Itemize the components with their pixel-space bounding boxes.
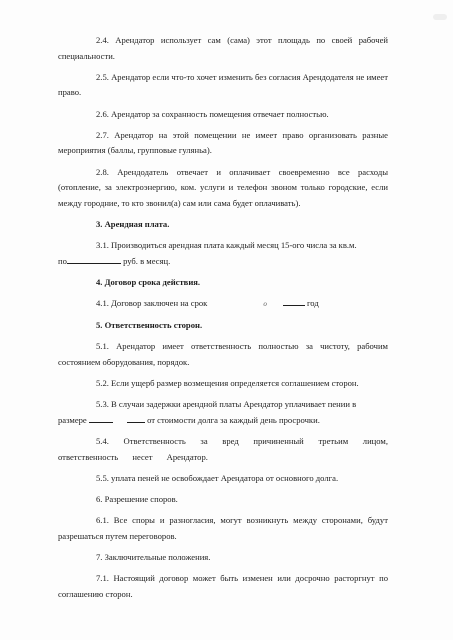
clause-2-5: 2.5. Арендатор если что-то хочет изменить без согласия Арендодателя не имеет право.	[58, 71, 388, 98]
clause-5-3-line-1: 5.3. В случаи задержки арендной платы Арендатор уплачивает пении в	[96, 399, 357, 410]
clause-3-1-line-1: 3.1. Производиться арендная плата каждый месяц 15-ого числа за кв.м.	[96, 240, 357, 251]
clause-6-1: 6.1. Все споры и разногласия, могут возникнуть между сторонами, будут разрешаться путем переговоров.	[58, 515, 388, 541]
section-6-heading: 6. Разрешение споров.	[96, 494, 178, 505]
section-7-heading: 7. Заключительные положения.	[96, 552, 211, 563]
price-blank[interactable]	[67, 254, 121, 264]
term-blank[interactable]	[283, 296, 305, 306]
clause-5-5: 5.5. уплата пеней не освобождает Арендатора от основного долга.	[96, 472, 339, 483]
clause-2-7: 2.7. Арендатор на этой помещении не имеет право организовать разные мероприятия (баллы, групповые гуляньа).	[58, 129, 388, 156]
clause-3-1-suffix: руб. в месяц.	[123, 255, 171, 266]
clause-5-3-line-2	[58, 413, 388, 429]
scan-smudge	[433, 14, 447, 20]
clause-4-1-unit: год	[307, 298, 319, 309]
clause-5-1: 5.1. Арендатор имеет ответственность полностью за чистоту, рабочим состоянием оборудования, порядок.	[58, 341, 388, 368]
penalty-blank-1[interactable]	[89, 413, 113, 423]
clause-5-3-prefix: размере	[58, 415, 87, 425]
penalty-blank-2[interactable]	[127, 413, 145, 423]
section-4-heading: 4. Договор срока действия.	[96, 276, 201, 287]
handwritten-mark: о	[263, 300, 267, 309]
clause-2-6: 2.6. Арендатор за сохранность помещения отвечает полностью.	[96, 108, 329, 119]
clause-4-1	[58, 296, 388, 313]
clause-3-1-prefix: по	[58, 255, 67, 266]
clause-5-3	[58, 397, 388, 428]
clause-3-1-line-2	[58, 254, 388, 270]
section-5-heading: 5. Ответственность сторон.	[96, 320, 203, 331]
clause-5-2: 5.2. Если ущерб размер возмещения определяется соглашением сторон.	[96, 378, 359, 389]
clause-5-4: 5.4. Ответственность за вред причиненный третьим лицом, ответственность несет Арендатор.	[58, 436, 388, 462]
contract-body	[58, 33, 388, 608]
section-3-heading: 3. Арендная плата.	[96, 218, 170, 229]
clause-4-1-text: 4.1. Договор заключен на срок	[96, 298, 208, 309]
clause-5-3-suffix: от стоимости долга за каждый день просрочки.	[147, 415, 320, 425]
clause-2-4: 2.4. Арендатор использует сам (сама) этот площадь по своей рабочей специальности.	[58, 35, 388, 61]
clause-7-1: 7.1. Настоящий договор может быть изменен или досрочно расторгнут по соглашению сторон.	[58, 573, 388, 599]
clause-3-1	[58, 238, 388, 269]
clause-2-8: 2.8. Арендодатель отвечает и оплачивает своевременно все расходы (отопление, за электроэнергию, ком. услуги и телефон звоном только городские, если между городние, то кто звонил(а) сам или сама будет оплачивать).	[58, 166, 388, 208]
